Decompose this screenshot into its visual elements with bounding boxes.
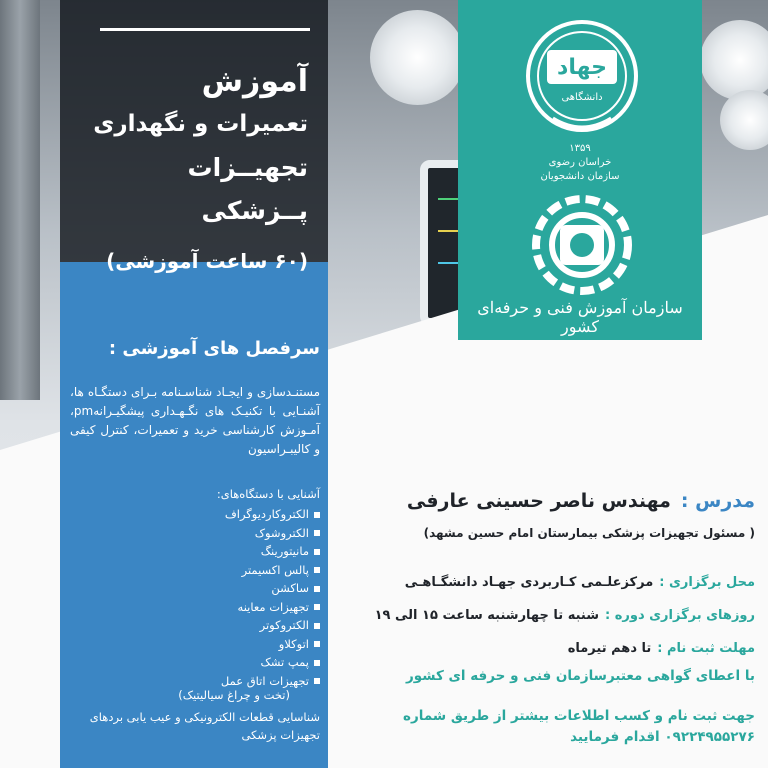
title-line-2: تعمیرات و نگهداری	[93, 111, 308, 137]
course-title	[73, 60, 308, 283]
device-item	[70, 635, 320, 654]
contact-note: جهت ثبت نام و کسب اطلاعات بیشتر از طریق شماره ۰۹۲۲۴۹۵۵۲۷۶ اقدام فرمایید	[403, 708, 755, 745]
device-label: پمپ تشک	[260, 655, 309, 669]
device-label: الکتروشوک	[254, 525, 309, 540]
venue-line	[350, 575, 755, 590]
bullet-square-icon	[314, 512, 320, 518]
surgical-lamp	[720, 90, 768, 150]
syllabus-body: مستنـدسازی و ایجـاد شناسـنامه بـرای دستگـاه ها، آشنـایی با تکنیـک های نگـهـداری پیشگیـرانهpm، آمـوزش کارشناسی خرید و تعمیرات، کنترل کیفی و کالیبـراسیون	[70, 385, 320, 456]
device-item	[70, 524, 320, 543]
device-item	[70, 561, 320, 580]
teacher-line	[350, 490, 755, 512]
venue-value: مرکزعلـمی کـاربردی جهـاد دانشگـاهـی	[404, 575, 654, 590]
electronics-note: شناسایی قطعات الکترونیکی و عیب یابی بردهای تجهیزات پزشکی	[89, 710, 320, 742]
syllabus-heading: سرفصل های آموزشی :	[108, 338, 320, 359]
deadline-label: مهلت ثبت نام :	[657, 641, 755, 656]
devices-heading: آشنایی با دستگاه‌های:	[216, 487, 320, 501]
jahad-year: ۱۳۵۹	[569, 143, 591, 154]
bullet-square-icon	[314, 604, 320, 610]
device-list	[70, 505, 320, 690]
bullet-square-icon	[314, 586, 320, 592]
device-item	[70, 598, 320, 617]
wall-pillar	[0, 0, 40, 400]
device-item	[70, 579, 320, 598]
device-item	[70, 505, 320, 524]
certificate-note: با اعطای گواهی معتبرسازمان فنی و حرفه ای کشور	[406, 668, 755, 684]
surgical-lamp	[370, 10, 465, 105]
title-box	[60, 0, 328, 273]
title-line-1: آموزش	[201, 64, 308, 99]
bullet-square-icon	[314, 567, 320, 573]
device-item	[70, 616, 320, 635]
jahad-region: خراسان رضوی	[548, 157, 612, 168]
device-item	[70, 542, 320, 561]
device-label: پالس اکسیمتر	[241, 562, 309, 577]
days-value: شنبه تا چهارشنبه ساعت ۱۵ الی ۱۹	[374, 608, 599, 623]
title-rule	[100, 28, 310, 31]
device-label: تجهیزات معاینه	[237, 599, 309, 614]
device-label: مانیتورینگ	[260, 544, 309, 558]
devices-subnote: (تخت و چراغ سیالیتیک)	[178, 688, 290, 702]
bullet-square-icon	[314, 641, 320, 647]
jahad-title: جهاد	[557, 55, 607, 80]
device-label: الکتروکوتر	[259, 618, 309, 632]
days-line	[350, 608, 755, 623]
jahad-org: سازمان دانشجویان	[540, 171, 620, 182]
teacher-note: ( مسئول تجهیزات پزشکی بیمارستان امام حسین مشهد)	[423, 526, 755, 540]
teacher-name: مهندس ناصر حسینی عارفی	[406, 490, 671, 512]
deadline-line	[350, 641, 755, 656]
device-label: ساکشن	[271, 581, 309, 595]
tvto-logo	[532, 195, 632, 295]
tvto-name: سازمان آموزش فنی و حرفه‌ای کشور	[477, 298, 683, 336]
teacher-label: مدرس :	[680, 490, 755, 512]
bullet-square-icon	[314, 678, 320, 684]
venue-label: محل برگزاری :	[659, 575, 755, 590]
device-label: تجهیزات اتاق عمل	[220, 673, 309, 688]
device-label: الکتروکاردیوگراف	[224, 507, 309, 521]
title-line-3: تجهیــزات پــزشکی	[187, 153, 308, 225]
device-item	[70, 653, 320, 672]
jahad-caption	[490, 142, 670, 184]
days-label: روزهای برگزاری دوره :	[604, 608, 755, 623]
title-hours: (۶۰ ساعت آموزشی)	[106, 249, 308, 273]
jahad-logo	[523, 18, 641, 140]
jahad-subtitle: دانشگاهی	[561, 92, 603, 103]
bullet-square-icon	[314, 530, 320, 536]
surgical-lamp	[700, 20, 768, 100]
bullet-square-icon	[314, 549, 320, 555]
device-label: اتوکلاو	[278, 636, 309, 651]
deadline-value: تا دهم تیرماه	[567, 641, 652, 656]
bullet-square-icon	[314, 623, 320, 629]
bullet-square-icon	[314, 660, 320, 666]
